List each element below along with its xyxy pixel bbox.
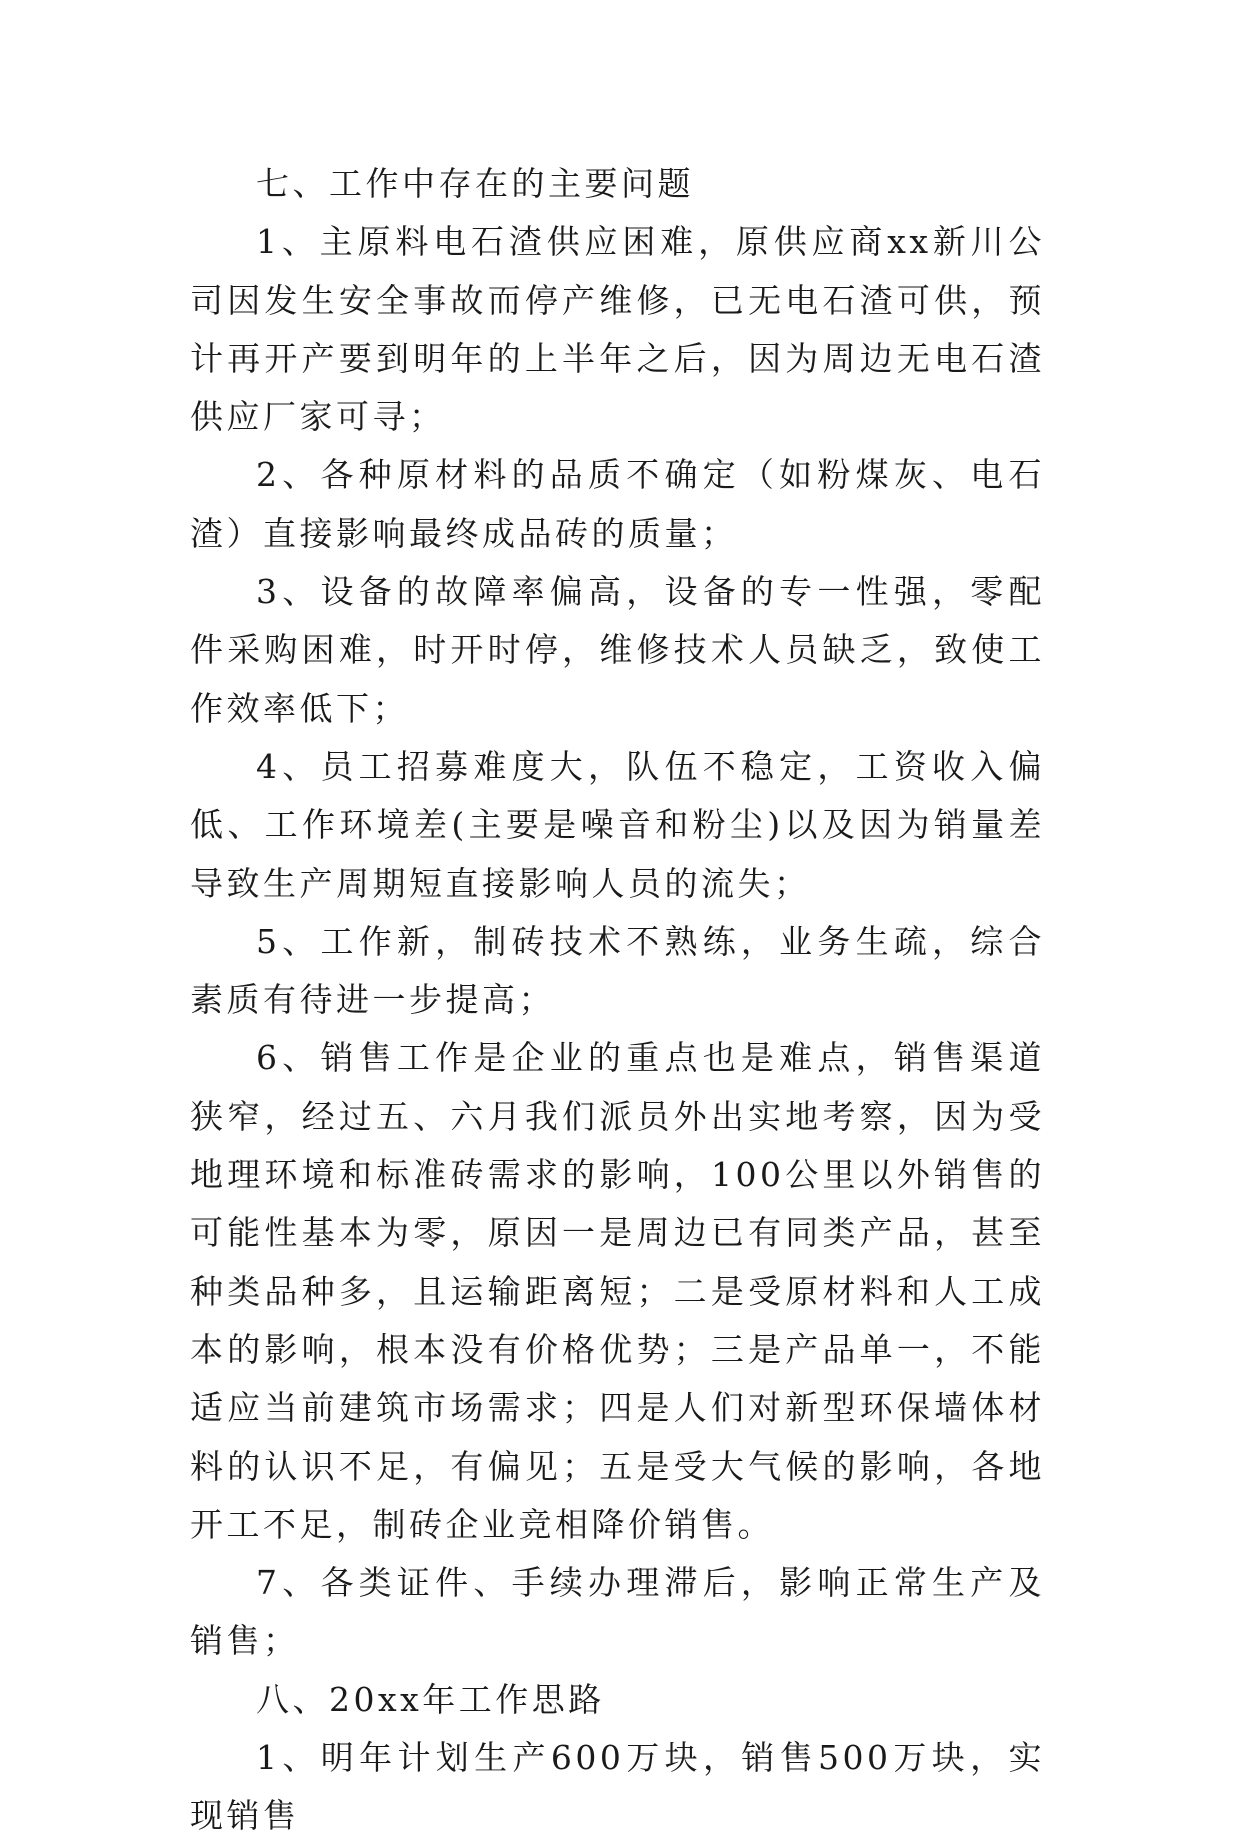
problem-item-4: 4、员工招募难度大，队伍不稳定，工资收入偏低、工作环境差(主要是噪音和粉尘)以及因为销量差导致生产周期短直接影响人员的流失； [190,746,1045,903]
problem-item-7: 7、各类证件、手续办理滞后，影响正常生产及销售； [190,1563,1045,1661]
problem-item-3: 3、设备的故障率偏高，设备的专一性强，零配件采购困难，时开时停，维修技术人员缺乏，致使工作效率低下； [190,572,1045,728]
plan-item-1: 1、明年计划生产600万块，销售500万块，实现销售 [190,1738,1045,1836]
problem-item-2: 2、各种原材料的品质不确定（如粉煤灰、电石渣）直接影响最终成品砖的质量； [190,455,1045,553]
section-heading-problems: 七、工作中存在的主要问题 [256,164,694,203]
problem-item-1: 1、主原料电石渣供应困难，原供应商xx新川公司因发生安全事故而停产维修，已无电石渣可供，预计再开产要到明年的上半年之后，因为周边无电石渣供应厂家可寻； [190,222,1045,437]
problem-item-6: 6、销售工作是企业的重点也是难点，销售渠道狭窄，经过五、六月我们派员外出实地考察，因为受地理环境和标准砖需求的影响，100公里以外销售的可能性基本为零，原因一是周边已有同类产品，甚至种类品种多，且运输距离短；二是受原材料和人工成本的影响，根本没有价格优势；三是产品单一，不能适应当前建筑市场需求；四是人们对新型环保墙体材料的认识不足，有偏见；五是受大气候的影响，各地开工不足，制砖企业竞相降价销售。 [190,1038,1045,1544]
section-heading-plan: 八、20xx年工作思路 [256,1679,605,1719]
problem-item-5: 5、工作新，制砖技术不熟练，业务生疏，综合素质有待进一步提高； [190,921,1045,1020]
document-body [190,155,1045,1846]
